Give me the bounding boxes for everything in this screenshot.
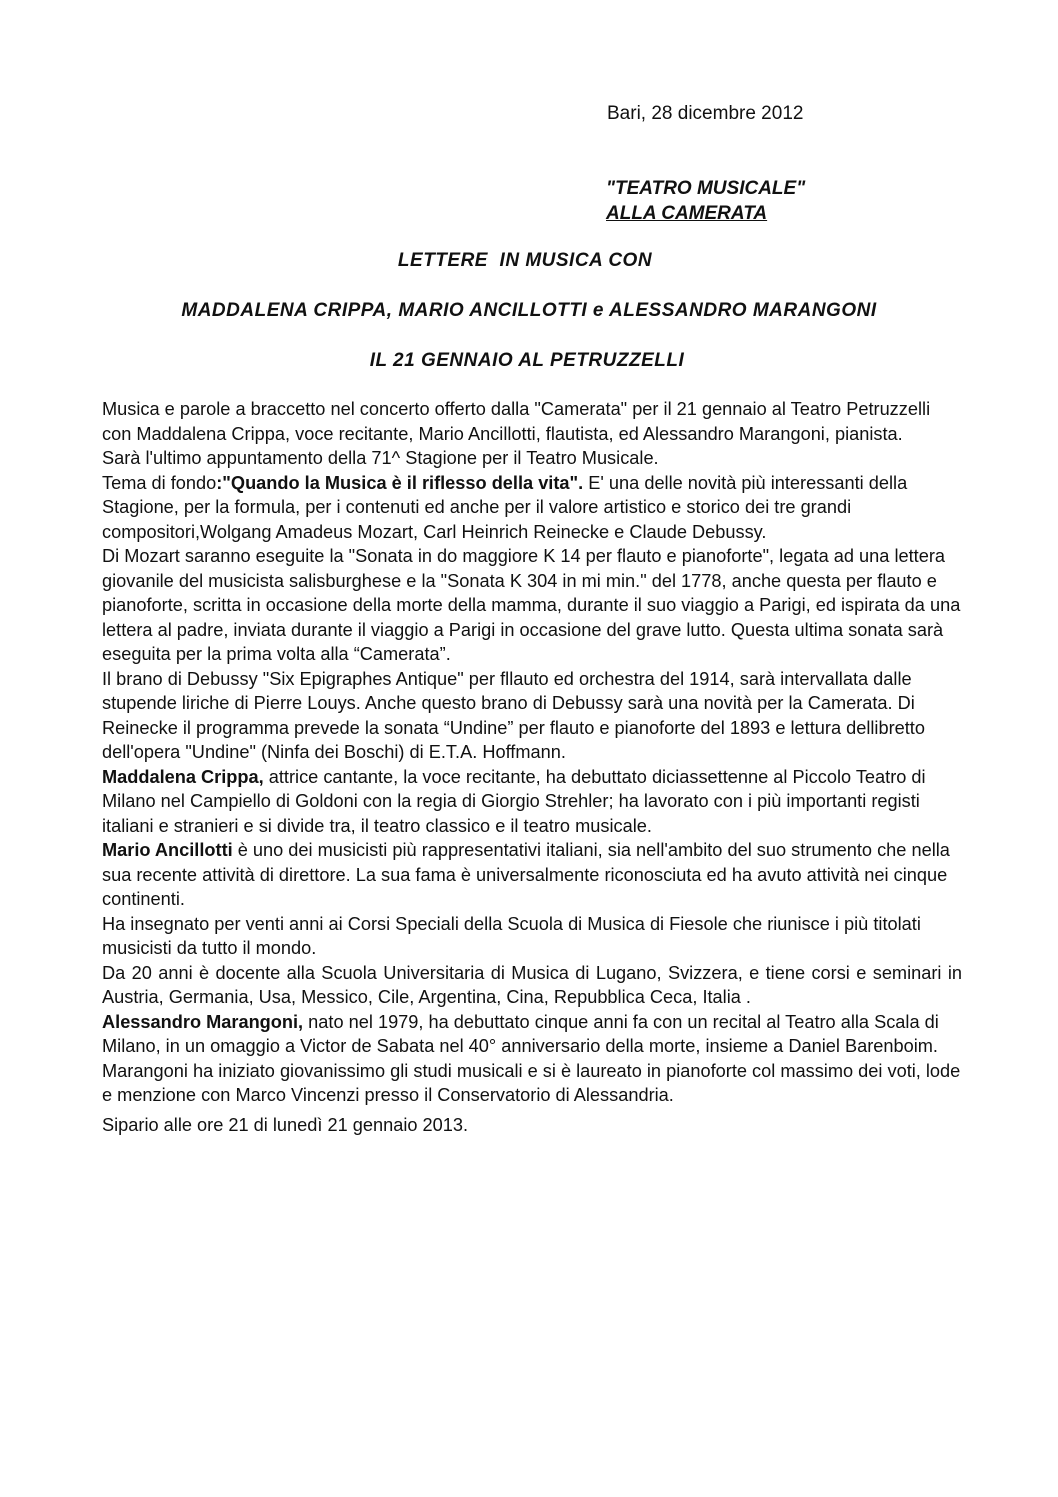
paragraph-intro: Musica e parole a braccetto nel concerto offerto dalla "Camerata" per il 21 gennaio al Teatro Petruzzelli con Maddalena Crippa, voce recitante, Mario Ancillotti, flautista, ed Alessandro Marangoni, pianista. [102, 399, 931, 444]
paragraph-crippa [102, 765, 962, 839]
paragraph-ancillotti [102, 838, 962, 912]
paragraph-season: Sarà l'ultimo appuntamento della 71^ Stagione per il Teatro Musicale. [102, 448, 659, 468]
paragraph-marangoni-studies: Marangoni ha iniziato giovanissimo gli studi musicali e si è laureato in pianoforte col massimo dei voti, lode e menzione con Marco Vincenzi presso il Conservatorio di Alessandria. [102, 1060, 961, 1105]
headline-1: LETTERE IN MUSICA CON [397, 250, 653, 271]
paragraph-lugano: Da 20 anni è docente alla Scuola Universitaria di Musica di Lugano, Svizzera, e tiene corsi e seminari in Austria, Germania, Usa, Messico, Cile, Argentina, Cina, Repubblica Ceca, Italia . [102, 962, 962, 1007]
paragraph-fiesole: Ha insegnato per venti anni ai Corsi Speciali della Scuola di Musica di Fiesole che riunisce i più titolati musicisti da tutto il mondo. [102, 913, 921, 958]
paragraph-marangoni [102, 1010, 962, 1059]
marangoni-name: Alessandro Marangoni, [102, 1011, 304, 1032]
topic-line-2: ALLA CAMERATA [606, 203, 768, 224]
crippa-name: Maddalena Crippa, [102, 766, 264, 787]
topic-line-1: "TEATRO MUSICALE" [606, 178, 806, 199]
headline-2: MADDALENA CRIPPA, MARIO ANCILLOTTI e ALESSANDRO MARANGONI [181, 300, 877, 321]
ancillotti-name: Mario Ancillotti [102, 840, 233, 860]
paragraph-debussy: Il brano di Debussy "Six Epigraphes Antique" per fllauto ed orchestra del 1914, sarà intervallata dalle stupende liriche di Pierre Louys. Anche questo brano di Debussy sarà una novità per la Camerata. Di Reinecke il programma prevede la sonata “Undine” per flauto e pianoforte del 1893 e lettura dellibretto dell'opera "Undine" (Ninfa dei Boschi) di E.T.A. Hoffmann. [102, 668, 925, 762]
theme-text: E' una delle novità più interessanti della Stagione, per la formula, per i contenuti ed anche per il valore artistico e storico dei tre grandi compositori,Wolgang Amadeus Mozart, Carl Heinrich Reinecke e Claude Debussy. [102, 472, 908, 542]
article-body [102, 397, 962, 1137]
marangoni-text: nato nel 1979, ha debuttato cinque anni fa con un recital al Teatro alla Scala di Milano, in un omaggio a Victor de Sabata nel 40° anniversario della morte, insieme a Daniel Barenboim. [102, 1011, 939, 1056]
paragraph-theme [102, 471, 962, 545]
topic-block [606, 176, 805, 226]
paragraph-mozart: Di Mozart saranno eseguite la "Sonata in do maggiore K 14 per flauto e pianoforte", legata ad una lettera giovanile del musicista salisburghese e la "Sonata K 304 in mi min." del 1778, anche questa per flauto e pianoforte, scritta in occasione della morte della mamma, durante il suo viaggio a Parigi, ed ispirata da una lettera al padre, inviata durante il viaggio a Parigi in occasione del grave lutto. Questa ultima sonata sarà eseguita per la prima volta alla “Camerata”. [102, 546, 961, 664]
ancillotti-text: è uno dei musicisti più rappresentativi italiani, sia nell'ambito del suo strumento che nella sua recente attività di direttore. La sua fama è universalmente riconosciuta ed ha avuto attività nei cinque continenti. [102, 840, 950, 909]
theme-title: :"Quando la Musica è il riflesso della vita". [216, 472, 584, 493]
crippa-text: attrice cantante, la voce recitante, ha debuttato diciassettenne al Piccolo Teatro di Milano nel Campiello di Goldoni con la regia di Giorgio Strehler; ha lavorato con i più importanti registi italiani e stranieri e si divide tra, il teatro classico e il teatro musicale. [102, 766, 926, 836]
date-line: Bari, 28 dicembre 2012 [607, 103, 804, 124]
theme-prefix: Tema di fondo [102, 472, 217, 493]
paragraph-curtain: Sipario alle ore 21 di lunedì 21 gennaio 2013. [102, 1114, 469, 1135]
headline-3: IL 21 GENNAIO AL PETRUZZELLI [369, 350, 685, 371]
